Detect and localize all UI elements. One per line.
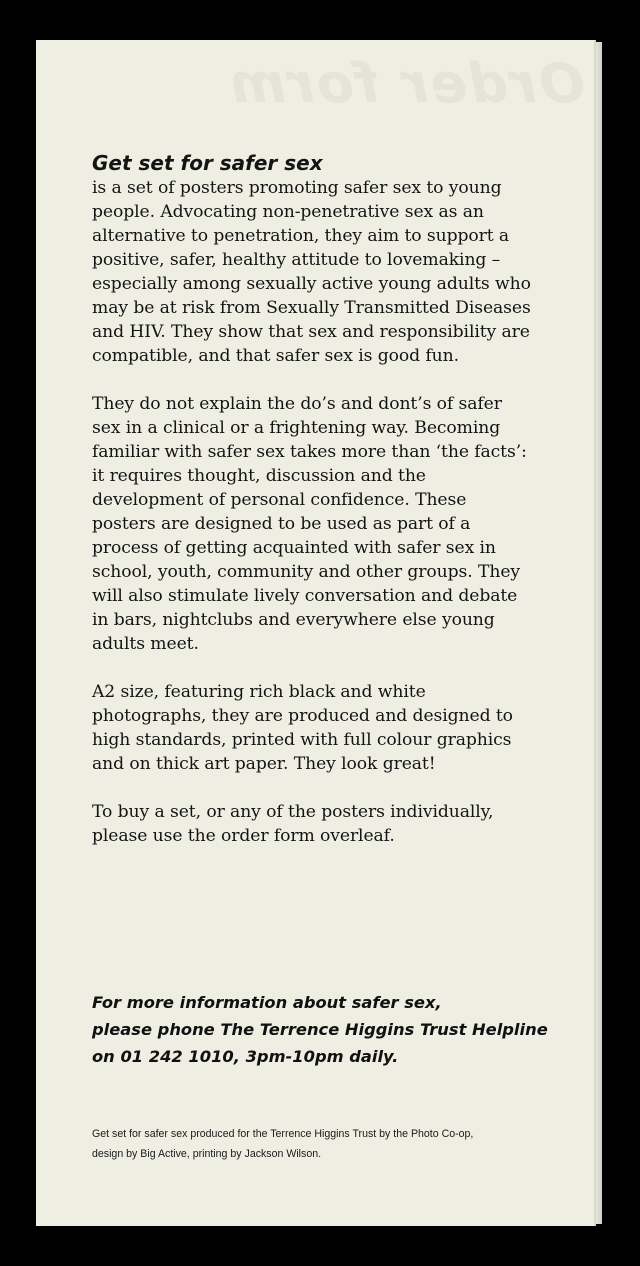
main-text <box>92 150 532 872</box>
show-through-title: Order form <box>228 52 585 115</box>
page-edge <box>596 42 602 1224</box>
helpline-line: please phone The Terrence Higgins Trust Helpline <box>92 1020 548 1039</box>
credits <box>92 1124 582 1164</box>
credit-line: design by Big Active, printing by Jackson Wilson. <box>92 1148 322 1160</box>
heading: Get set for safer sex <box>92 151 323 175</box>
paragraph-format: A2 size, featuring rich black and white photographs, they are produced and designed to high standards, printed with full colour graphics and on thick art paper. They look great! <box>92 682 513 774</box>
helpline-line: on 01 242 1010, 3pm-10pm daily. <box>92 1047 399 1066</box>
credit-line: Get set for safer sex produced for the Terrence Higgins Trust by the Photo Co-op, <box>92 1128 474 1140</box>
paragraph-intro: is a set of posters promoting safer sex to young people. Advocating non-penetrative sex as an alternative to penetration, they aim to support a positive, safer, healthy attitude to lovemaking – especially among sexually active young adults who may be at risk from Sexually Transmitted Diseases and HIV. They show that sex and responsibility are compatible, and that safer sex is good fun. <box>92 178 531 366</box>
helpline-info <box>92 989 592 1070</box>
paragraph-ordering: To buy a set, or any of the posters individually, please use the order form overleaf. <box>92 802 494 846</box>
paragraph-approach: They do not explain the do’s and dont’s of safer sex in a clinical or a frightening way. Becoming familiar with safer sex takes more than ‘the facts’: it requires thought, discussion and the development of personal confidence. These posters are designed to be used as part of a process of getting acquainted with safer sex in school, youth, community and other groups. They will also stimulate lively conversation and debate in bars, nightclubs and everywhere else young adults meet. <box>92 394 527 654</box>
helpline-line: For more information about safer sex, <box>92 993 442 1012</box>
